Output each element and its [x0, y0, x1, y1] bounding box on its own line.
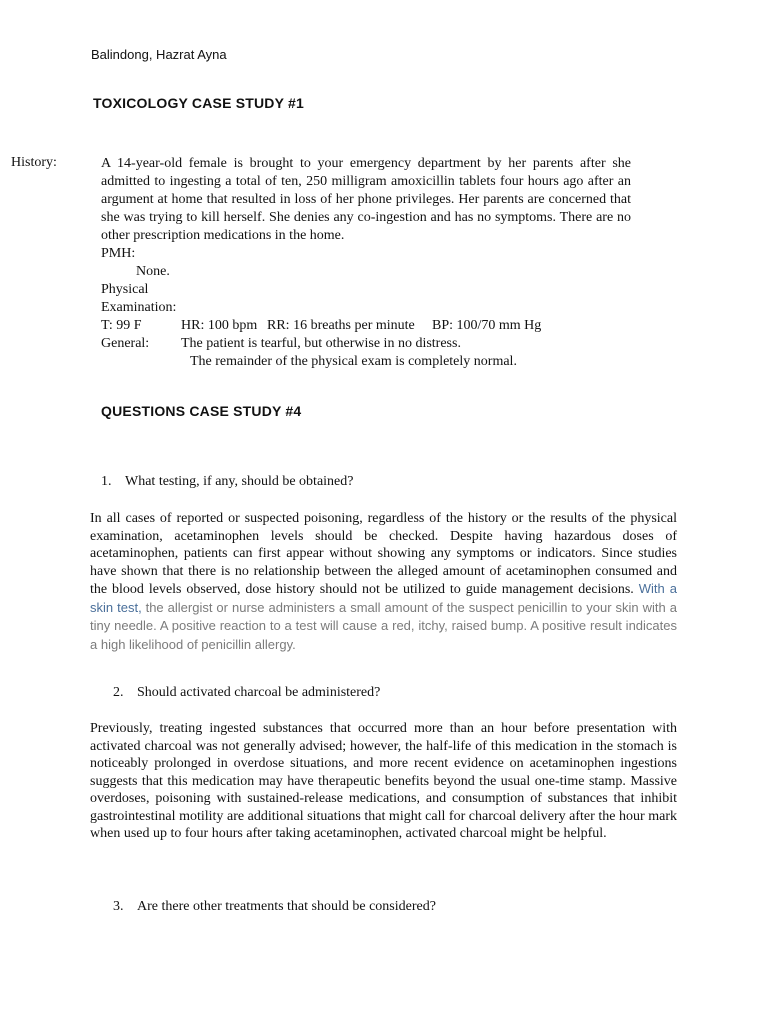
question-text: Are there other treatments that should be considered? [137, 899, 436, 914]
general-value: The patient is tearful, but otherwise in no distress. [181, 336, 461, 351]
question-1 [101, 474, 353, 490]
question-number: 3. [113, 899, 124, 914]
vitals-row [101, 317, 631, 335]
question-text: What testing, if any, should be obtained? [125, 474, 354, 489]
history-label: History: [11, 155, 57, 170]
answer-1-main: In all cases of reported or suspected poisoning, regardless of the history or the results of the physical examination, acetaminophen levels should be checked. Despite having hazardous doses of acetaminophen, patients can first appear without showing any symptoms or indicators. Since studies have shown that there is no relationship between the alleged amount of acetaminophen consumed and the blood levels observed, dose history should not be utilized to guide management decisions. [90, 511, 677, 597]
question-3 [113, 899, 436, 915]
answer-1 [90, 510, 677, 654]
answer-1-penicillin-note: the allergist or nurse administers a small amount of the suspect penicillin to your skin with a tiny needle. A positive reaction to a test will cause a red, itchy, raised bump. A positive result indicates a high likelihood of penicillin allergy. [90, 599, 678, 652]
general-row [101, 335, 631, 353]
answer-1-skin-test: With a skin test, [90, 581, 678, 615]
pmh-value: None. [136, 264, 170, 279]
history-paragraph: A 14-year-old female is brought to your emergency department by her parents after she admitted to ingesting a total of ten, 250 milligram amoxicillin tablets four hours ago after an argument at home that resulted in loss of her phone privileges. Her parents are concerned that she was trying to kill herself. She denies any co-ingestion and has no symptoms. There are no other prescription medications in the home. [101, 156, 631, 243]
question-number: 2. [113, 685, 124, 700]
author-name: Balindong, Hazrat Ayna [91, 47, 227, 62]
pmh-label: PMH: [101, 246, 136, 261]
vital-heart-rate: HR: 100 bpm [181, 318, 258, 333]
question-text: Should activated charcoal be administered? [137, 685, 381, 700]
case-study-title: TOXICOLOGY CASE STUDY #1 [93, 95, 304, 111]
questions-title: QUESTIONS CASE STUDY #4 [101, 403, 302, 419]
examination-label: Examination: [101, 300, 177, 315]
answer-2: Previously, treating ingested substances that occurred more than an hour before presentation with activated charcoal was not generally advised; however, the half-life of this medication in the stomach is noticeably prolonged in overdose situations, and more recent evidence on acetaminophen ingestions suggests that this medication may have therapeutic benefits beyond the usual one-time stamp. Massive overdoses, poisoning with sustained-release medications, and consumption of substances that inhibit gastrointestinal motility are additional situations that might call for charcoal delivery after the hour mark when used up to four hours after taking acetaminophen, activated charcoal might be helpful. [90, 721, 677, 841]
vital-respiratory-rate: RR: 16 breaths per minute [267, 318, 415, 333]
physical-label: Physical [101, 282, 149, 297]
question-number: 1. [101, 474, 112, 489]
vital-temperature: T: 99 F [101, 318, 142, 333]
general-label: General: [101, 336, 150, 351]
vital-blood-pressure: BP: 100/70 mm Hg [432, 318, 542, 333]
exam-remainder: The remainder of the physical exam is completely normal. [190, 354, 517, 369]
question-2 [113, 685, 380, 701]
history-section [101, 155, 631, 371]
